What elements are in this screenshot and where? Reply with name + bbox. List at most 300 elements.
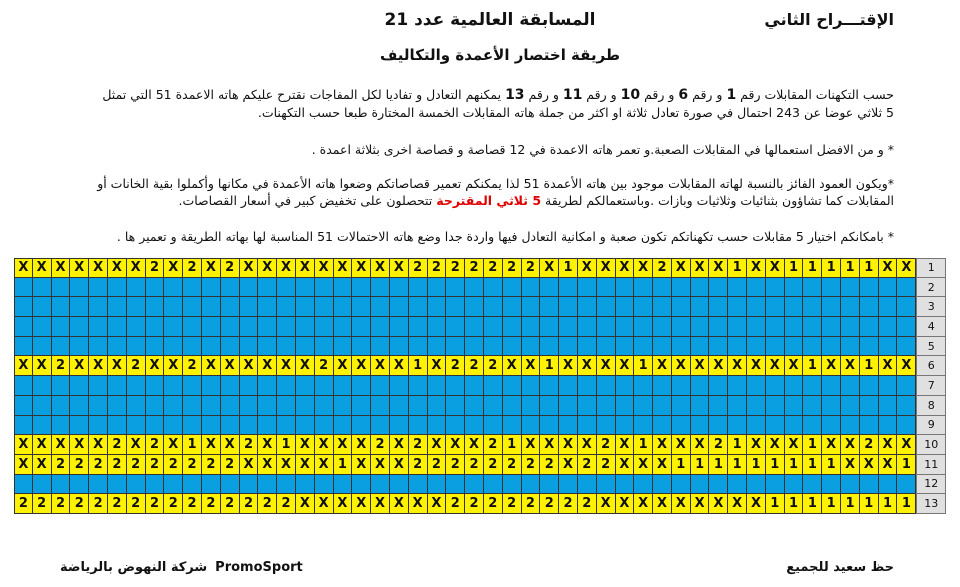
grid-cell	[70, 396, 89, 416]
grid-cell: 2	[52, 356, 71, 376]
grid-cell	[465, 416, 484, 436]
grid-cell: 1	[747, 455, 766, 475]
grid-cell	[653, 317, 672, 337]
grid-cell	[446, 337, 465, 357]
grid-cell	[578, 317, 597, 337]
grid-cell	[409, 376, 428, 396]
grid-cell	[728, 337, 747, 357]
brand-name: PromoSport	[215, 560, 303, 575]
grid-cell: X	[70, 258, 89, 278]
grid-row	[14, 435, 946, 455]
grid-cell: X	[879, 455, 898, 475]
grid-cell	[202, 317, 221, 337]
grid-cell	[860, 337, 879, 357]
grid-cell: 2	[127, 494, 146, 514]
grid-cell	[484, 416, 503, 436]
grid-cell: X	[653, 435, 672, 455]
row-number: 9	[916, 416, 946, 436]
grid-cell: X	[33, 258, 52, 278]
grid-cell	[503, 396, 522, 416]
grid-cell	[653, 297, 672, 317]
grid-cell: X	[578, 356, 597, 376]
grid-cell	[89, 376, 108, 396]
grid-cell	[578, 278, 597, 298]
grid-cell	[334, 396, 353, 416]
grid-cell	[296, 297, 315, 317]
grid-cell	[465, 337, 484, 357]
grid-cell: 2	[522, 258, 541, 278]
grid-cell	[503, 416, 522, 436]
grid-cell	[296, 376, 315, 396]
grid-cell	[446, 297, 465, 317]
grid-cell: 2	[202, 455, 221, 475]
grid-cell	[559, 416, 578, 436]
paragraph-4	[14, 228, 894, 245]
p3-text-b: تتحصلون على تخفيض كبير في أسعار القصاصات.	[178, 193, 437, 208]
grid-cell	[465, 475, 484, 495]
grid-cell: X	[728, 494, 747, 514]
grid-cell	[89, 337, 108, 357]
method-subtitle: طريقة اختصار الأعمدة والتكاليف	[379, 46, 621, 64]
grid-cell	[315, 376, 334, 396]
grid-cell: X	[428, 494, 447, 514]
grid-cell	[578, 396, 597, 416]
grid-cell: X	[334, 494, 353, 514]
grid-cell	[634, 396, 653, 416]
grid-cell: X	[766, 356, 785, 376]
grid-cell	[897, 396, 916, 416]
grid-cell	[409, 396, 428, 416]
grid-cell	[89, 396, 108, 416]
grid-cell	[352, 317, 371, 337]
grid-cell	[709, 416, 728, 436]
grid-cell	[709, 376, 728, 396]
grid-cell	[522, 396, 541, 416]
grid-cell	[484, 337, 503, 357]
grid-cell: X	[202, 356, 221, 376]
grid-cell	[127, 297, 146, 317]
grid-cell: 2	[52, 455, 71, 475]
grid-cell	[897, 376, 916, 396]
grid-cell	[258, 475, 277, 495]
grid-cell: 2	[446, 455, 465, 475]
grid-cell: 1	[559, 258, 578, 278]
grid-cell	[52, 297, 71, 317]
grid-cell	[841, 278, 860, 298]
grid-cell	[446, 396, 465, 416]
grid-cell	[503, 475, 522, 495]
grid-cell: X	[559, 435, 578, 455]
grid-cell	[559, 396, 578, 416]
grid-cell: 1	[822, 455, 841, 475]
grid-cell: 2	[597, 435, 616, 455]
grid-cell: 1	[822, 258, 841, 278]
grid-row	[14, 376, 946, 396]
grid-cell	[484, 297, 503, 317]
grid-cell	[371, 278, 390, 298]
grid-cell	[822, 317, 841, 337]
grid-cell	[540, 278, 559, 298]
grid-cell	[164, 416, 183, 436]
grid-row	[14, 416, 946, 436]
grid-cell: 1	[860, 258, 879, 278]
grid-cell: X	[747, 435, 766, 455]
grid-cell	[33, 396, 52, 416]
grid-cell	[879, 396, 898, 416]
grid-cell: X	[653, 494, 672, 514]
grid-cell: 2	[503, 494, 522, 514]
grid-cell	[616, 376, 635, 396]
grid-cell	[672, 475, 691, 495]
grid-cell	[371, 317, 390, 337]
p1-match-10: 10	[620, 87, 641, 103]
grid-cell: X	[747, 494, 766, 514]
grid-cell	[352, 376, 371, 396]
grid-cell	[108, 297, 127, 317]
grid-cell	[33, 416, 52, 436]
grid-cell	[897, 416, 916, 436]
grid-cell	[597, 297, 616, 317]
grid-cell	[691, 376, 710, 396]
grid-cell	[597, 475, 616, 495]
grid-cell	[672, 278, 691, 298]
grid-cell	[428, 297, 447, 317]
grid-cell	[728, 278, 747, 298]
p3-text-a: المقابلات كما تشاؤون بثنائيات وثلاثيات وبازات .وباستعمالكم لطريقة	[541, 193, 894, 208]
grid-cell: 2	[503, 258, 522, 278]
grid-cell	[747, 278, 766, 298]
grid-cell	[747, 396, 766, 416]
grid-cell	[315, 416, 334, 436]
grid-cell	[616, 337, 635, 357]
grid-cell: X	[277, 258, 296, 278]
grid-cell: 2	[183, 494, 202, 514]
grid-cell	[822, 278, 841, 298]
grid-cell	[879, 376, 898, 396]
grid-cell	[803, 396, 822, 416]
grid-cell	[803, 475, 822, 495]
grid-cell: X	[277, 455, 296, 475]
grid-cell	[879, 317, 898, 337]
grid-cell	[728, 396, 747, 416]
grid-cell: X	[240, 356, 259, 376]
grid-cell: X	[616, 435, 635, 455]
grid-cell	[691, 416, 710, 436]
grid-cell	[766, 337, 785, 357]
grid-cell: X	[296, 258, 315, 278]
grid-cell: X	[672, 258, 691, 278]
grid-cell	[258, 297, 277, 317]
grid-cell	[559, 475, 578, 495]
grid-cell	[428, 317, 447, 337]
proposal-title: الإقتـــراح الثاني	[764, 10, 894, 29]
grid-cell: 2	[578, 455, 597, 475]
grid-cell: X	[597, 258, 616, 278]
grid-cell	[484, 396, 503, 416]
grid-cell: 2	[221, 258, 240, 278]
grid-cell: X	[879, 356, 898, 376]
grid-cell: X	[52, 435, 71, 455]
grid-cell	[70, 317, 89, 337]
grid-cell	[240, 297, 259, 317]
grid-cell	[14, 475, 33, 495]
row-number: 1	[916, 258, 946, 278]
grid-cell: 2	[108, 435, 127, 455]
grid-cell	[803, 317, 822, 337]
grid-cell	[428, 278, 447, 298]
company-signature	[60, 560, 303, 575]
grid-cell: X	[634, 494, 653, 514]
grid-cell	[597, 416, 616, 436]
p1-text-a: حسب التكهنات المقابلات رقم	[736, 87, 894, 102]
grid-cell	[127, 317, 146, 337]
grid-cell: X	[728, 356, 747, 376]
grid-cell	[672, 416, 691, 436]
grid-cell: 1	[803, 494, 822, 514]
grid-cell: 2	[446, 356, 465, 376]
grid-cell	[634, 376, 653, 396]
grid-cell: X	[390, 356, 409, 376]
grid-cell: X	[841, 435, 860, 455]
grid-cell	[315, 337, 334, 357]
grid-cell: X	[296, 455, 315, 475]
grid-cell: X	[127, 258, 146, 278]
grid-cell: 1	[766, 494, 785, 514]
grid-cell	[146, 297, 165, 317]
grid-cell	[728, 416, 747, 436]
grid-cell	[879, 416, 898, 436]
grid-cell	[183, 317, 202, 337]
grid-cell	[164, 278, 183, 298]
grid-cell	[221, 416, 240, 436]
grid-cell	[634, 317, 653, 337]
grid-cell	[183, 337, 202, 357]
grid-cell: 2	[33, 494, 52, 514]
grid-cell	[841, 396, 860, 416]
grid-cell: 2	[146, 258, 165, 278]
grid-cell	[522, 278, 541, 298]
grid-cell	[428, 475, 447, 495]
grid-cell	[127, 416, 146, 436]
grid-cell	[14, 297, 33, 317]
row-number: 7	[916, 376, 946, 396]
grid-cell: X	[240, 455, 259, 475]
grid-cell: 2	[221, 455, 240, 475]
grid-row	[14, 337, 946, 357]
grid-cell	[202, 278, 221, 298]
grid-cell	[841, 475, 860, 495]
grid-cell	[240, 337, 259, 357]
grid-cell	[89, 416, 108, 436]
grid-cell	[860, 396, 879, 416]
grid-cell: 2	[315, 356, 334, 376]
p1-text-f: يمكنهم التعادل و تفاديا لكل المفاجات نقترح عليكم هاته الاعمدة 51 التي تمثل	[102, 87, 506, 102]
grid-cell	[822, 475, 841, 495]
grid-cell: 2	[127, 356, 146, 376]
grid-cell	[202, 376, 221, 396]
grid-cell	[352, 337, 371, 357]
grid-cell: X	[597, 494, 616, 514]
grid-cell	[409, 416, 428, 436]
row-number: 10	[916, 435, 946, 455]
grid-cell: X	[766, 435, 785, 455]
grid-cell	[315, 475, 334, 495]
grid-cell	[52, 376, 71, 396]
grid-cell	[371, 475, 390, 495]
grid-cell: 2	[409, 258, 428, 278]
grid-cell	[747, 317, 766, 337]
grid-cell	[484, 278, 503, 298]
grid-cell: X	[897, 356, 916, 376]
grid-cell	[559, 376, 578, 396]
grid-cell: 2	[371, 435, 390, 455]
grid-cell	[146, 396, 165, 416]
grid-cell	[578, 475, 597, 495]
grid-cell: X	[70, 435, 89, 455]
grid-cell: 2	[146, 455, 165, 475]
grid-cell: 2	[89, 494, 108, 514]
grid-cell: X	[522, 435, 541, 455]
grid-cell	[691, 396, 710, 416]
grid-cell: 2	[14, 494, 33, 514]
grid-cell	[258, 317, 277, 337]
row-number: 12	[916, 475, 946, 495]
grid-cell	[390, 337, 409, 357]
grid-cell	[240, 317, 259, 337]
p1-text-e: و رقم	[524, 87, 563, 102]
grid-cell	[409, 297, 428, 317]
grid-cell	[709, 317, 728, 337]
grid-cell: X	[390, 435, 409, 455]
grid-cell	[597, 317, 616, 337]
grid-cell: 2	[108, 494, 127, 514]
grid-cell: 1	[540, 356, 559, 376]
row-number: 4	[916, 317, 946, 337]
grid-cell	[108, 396, 127, 416]
grid-cell: 2	[465, 356, 484, 376]
grid-cell	[747, 297, 766, 317]
grid-cell	[240, 475, 259, 495]
grid-cell: 1	[277, 435, 296, 455]
grid-cell	[164, 475, 183, 495]
grid-cell: 2	[578, 494, 597, 514]
grid-cell	[334, 278, 353, 298]
grid-cell: 1	[634, 356, 653, 376]
grid-cell: X	[89, 435, 108, 455]
grid-cell	[14, 317, 33, 337]
grid-cell: X	[240, 258, 259, 278]
grid-cell	[277, 376, 296, 396]
grid-cell	[634, 278, 653, 298]
grid-cell	[803, 297, 822, 317]
grid-cell: X	[691, 494, 710, 514]
grid-cell	[616, 317, 635, 337]
grid-cell: X	[371, 356, 390, 376]
grid-cell: X	[822, 435, 841, 455]
grid-cell	[240, 416, 259, 436]
grid-cell	[503, 297, 522, 317]
grid-cell: X	[371, 455, 390, 475]
grid-cell	[860, 317, 879, 337]
grid-cell: 2	[164, 494, 183, 514]
paragraph-3	[14, 175, 894, 209]
grid-cell: X	[709, 258, 728, 278]
grid-cell	[296, 278, 315, 298]
grid-cell: X	[371, 494, 390, 514]
grid-cell: X	[164, 258, 183, 278]
grid-cell	[183, 278, 202, 298]
grid-cell: X	[578, 435, 597, 455]
grid-cell	[841, 317, 860, 337]
grid-cell: 1	[183, 435, 202, 455]
grid-cell	[728, 475, 747, 495]
grid-cell	[709, 396, 728, 416]
grid-cell	[465, 317, 484, 337]
grid-cell	[672, 317, 691, 337]
grid-cell	[127, 337, 146, 357]
grid-cell	[390, 297, 409, 317]
row-number: 2	[916, 278, 946, 298]
grid-cell	[221, 317, 240, 337]
p2-text: * و من الافضل استعمالها في المقابلات الصعبة.و تعمر هاته الاعمدة في 12 قصاصة و قصاصة اخرى بثلاثة اعمدة .	[311, 142, 894, 157]
grid-cell: 2	[277, 494, 296, 514]
p3-highlight: 5 ثلاثي المقترحة	[436, 193, 542, 208]
grid-cell: X	[89, 356, 108, 376]
grid-cell	[709, 297, 728, 317]
grid-cell: X	[559, 455, 578, 475]
grid-cell	[277, 297, 296, 317]
grid-cell: 2	[522, 455, 541, 475]
grid-cell	[803, 337, 822, 357]
grid-cell	[578, 297, 597, 317]
grid-cell	[108, 337, 127, 357]
grid-cell	[240, 396, 259, 416]
grid-cell	[89, 297, 108, 317]
grid-cell	[33, 475, 52, 495]
grid-cell	[540, 317, 559, 337]
grid-cell	[258, 278, 277, 298]
grid-cell	[785, 416, 804, 436]
grid-cell	[897, 317, 916, 337]
grid-cell: X	[672, 356, 691, 376]
grid-cell	[522, 317, 541, 337]
grid-cell	[709, 337, 728, 357]
grid-cell: X	[653, 455, 672, 475]
grid-cell	[766, 278, 785, 298]
grid-cell: X	[352, 258, 371, 278]
grid-cell: X	[785, 356, 804, 376]
grid-cell: 2	[89, 455, 108, 475]
grid-cell	[578, 416, 597, 436]
grid-cell	[446, 376, 465, 396]
grid-cell: 2	[446, 494, 465, 514]
grid-cell: X	[164, 435, 183, 455]
grid-cell	[672, 297, 691, 317]
grid-cell	[164, 396, 183, 416]
grid-cell: 2	[484, 435, 503, 455]
grid-cell: 2	[484, 356, 503, 376]
grid-cell: 2	[860, 435, 879, 455]
grid-cell	[597, 376, 616, 396]
row-number: 5	[916, 337, 946, 357]
grid-cell	[616, 278, 635, 298]
grid-cell	[409, 317, 428, 337]
grid-cell	[202, 416, 221, 436]
grid-cell	[33, 278, 52, 298]
grid-cell	[371, 297, 390, 317]
grid-cell: 2	[559, 494, 578, 514]
grid-cell: 2	[164, 455, 183, 475]
